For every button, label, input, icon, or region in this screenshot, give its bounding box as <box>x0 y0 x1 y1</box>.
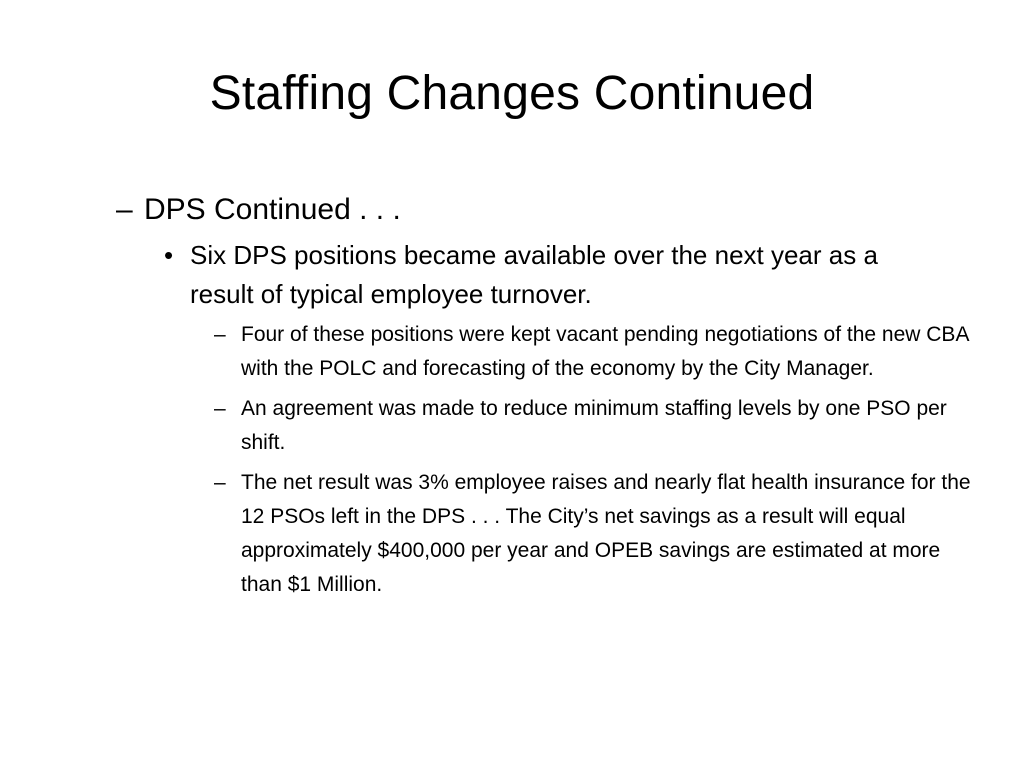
bullet-level-1 <box>116 190 976 230</box>
bullet-dot-marker: • <box>164 240 174 270</box>
bullet-text: DPS Continued . . . <box>144 193 401 226</box>
bullet-level-3 <box>214 392 976 460</box>
dash-marker: – <box>214 397 226 420</box>
bullet-text: Four of these positions were kept vacant pending negotiations of the new CBA with the POLC and forecasting of the economy by the City Manager. <box>241 323 969 380</box>
dash-marker: – <box>214 471 226 494</box>
dash-marker: – <box>214 323 226 346</box>
bullet-level-3 <box>214 318 976 386</box>
slide-title: Staffing Changes Continued <box>209 67 815 120</box>
bullet-text: The net result was 3% employee raises and nearly flat health insurance for the 12 PSOs left in the DPS . . . The City’s net savings as a result will equal approximately $400,000 per year and OPEB savings are estimated at more than $1 Million. <box>241 471 971 596</box>
bullet-text: Six DPS positions became available over the next year as a result of typical employee turnover. <box>190 240 878 309</box>
dash-marker: – <box>116 193 133 226</box>
bullet-text: An agreement was made to reduce minimum staffing levels by one PSO per shift. <box>241 397 947 454</box>
bullet-level-3 <box>214 466 976 602</box>
bullet-level-2 <box>164 236 976 314</box>
slide-body <box>116 190 976 602</box>
